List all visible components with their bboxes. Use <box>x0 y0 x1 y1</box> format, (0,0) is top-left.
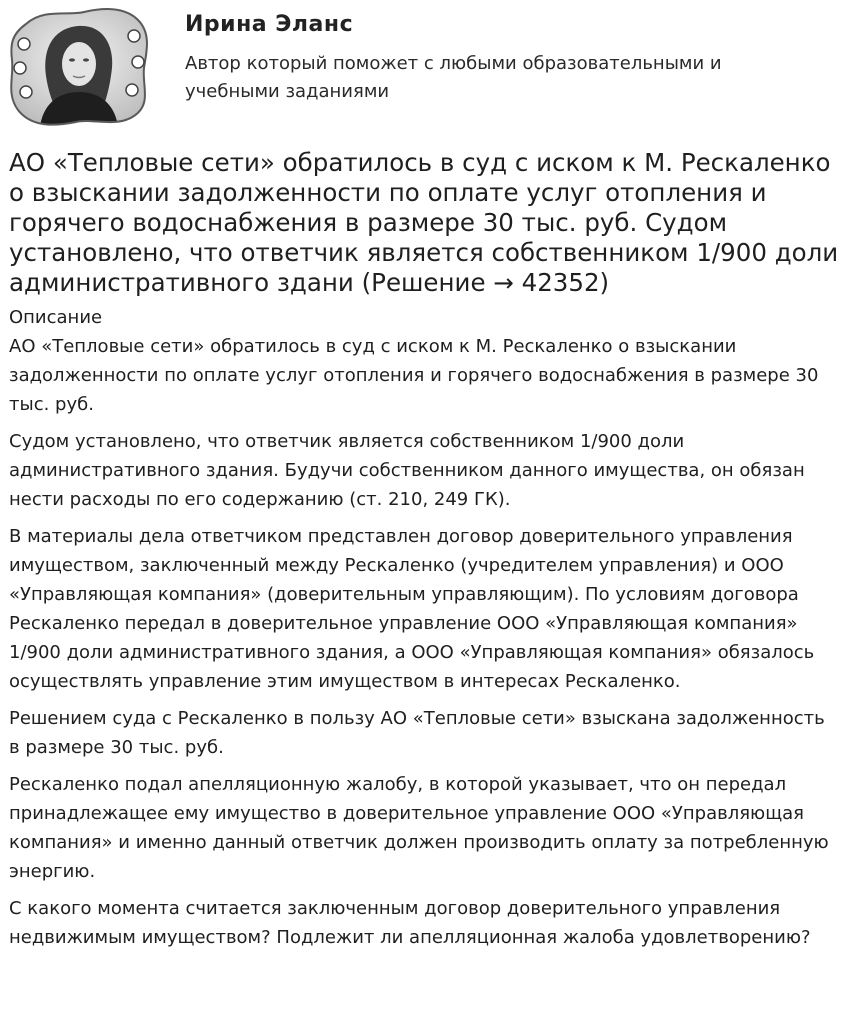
page-title: АО «Тепловые сети» обратилось в суд с иском к М. Рескаленко о взыскании задолженности по оплате услуг отопления и горячего водоснабжения в размере 30 тыс. руб. Судом установлено, что ответчик является собственником 1/900 доли административного здани (Решение → 42352) <box>9 148 839 297</box>
paragraph-3: В материалы дела ответчиком представлен договор доверительного управления имуществом, заключенный между Рескаленко (учредителем управления) и ООО «Управляющая компания» (доверительным управляющим). По условиям договора Рескаленко передал в доверительное управление ООО «Управляющая компания» 1/900 доли административного здания, а ООО «Управляющая компания» обязалось осуществлять управление этим имуществом в интересах Рескаленко. <box>9 526 815 692</box>
article <box>9 148 839 960</box>
paragraph-4: Решением суда с Рескаленко в пользу АО «Тепловые сети» взыскана задолженность в размере 30 тыс. руб. <box>9 708 825 758</box>
paragraph-1: АО «Тепловые сети» обратилось в суд с иском к М. Рескаленко о взыскании задолженности по оплате услуг отопления и горячего водоснабжения в размере 30 тыс. руб. <box>9 336 819 415</box>
paragraph-6: С какого момента считается заключенным договор доверительного управления недвижимым имуществом? Подлежит ли апелляционная жалоба удовлетворению? <box>9 898 811 948</box>
author-name: Ирина Эланс <box>185 12 354 37</box>
author-description: Автор который поможет с любыми образовательными и учебными заданиями <box>185 53 722 102</box>
author-avatar <box>6 6 152 126</box>
author-card <box>0 0 847 130</box>
paragraph-2: Судом установлено, что ответчик является собственником 1/900 доли административного здания. Будучи собственником данного имущества, он обязан нести расходы по его содержанию (ст. 210, 249 ГК). <box>9 431 805 510</box>
description-label: Описание <box>9 307 103 328</box>
paragraph-5: Рескаленко подал апелляционную жалобу, в которой указывает, что он передал принадлежащее ему имущество в доверительное управление ООО «Управляющая компания» и именно данный ответчик должен производить оплату за потребленную энергию. <box>9 774 829 882</box>
